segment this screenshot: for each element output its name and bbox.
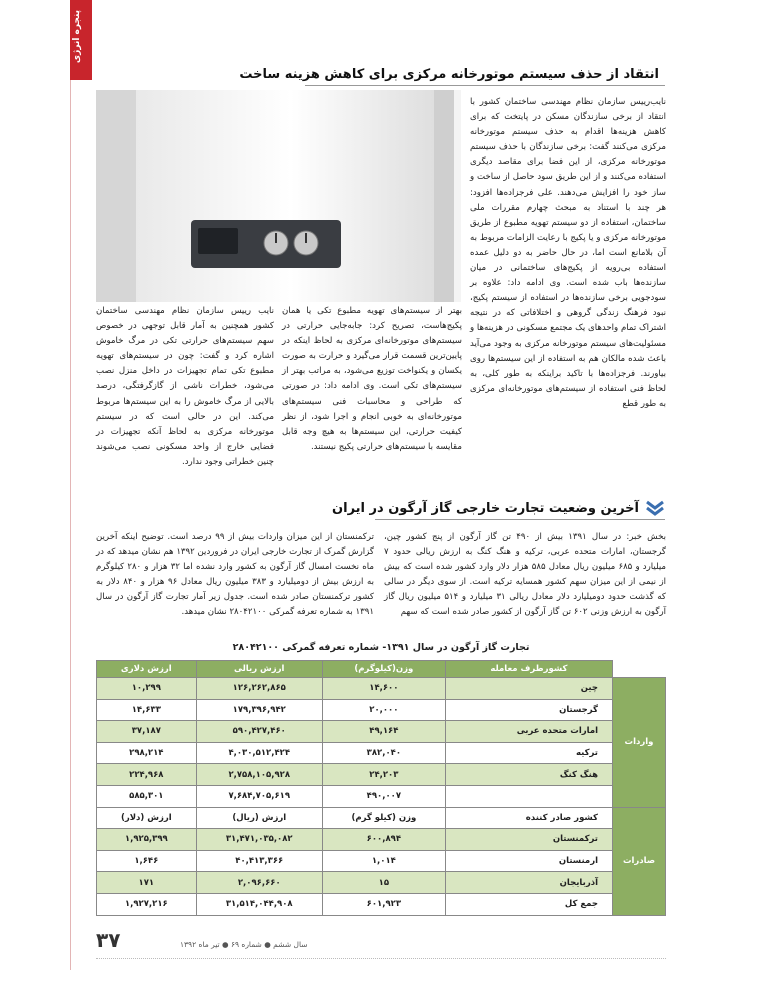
table-cell: ۵۹۰,۴۲۷,۴۶۰ <box>196 721 322 743</box>
table-cell: ۴۹۰,۰۰۷ <box>322 785 445 807</box>
table-row <box>97 829 666 851</box>
article2-heading <box>95 500 665 516</box>
table-cell: ۷,۶۸۴,۷۰۵,۶۱۹ <box>196 785 322 807</box>
table-cell: ترکیه <box>445 742 612 764</box>
table-row <box>97 893 666 915</box>
export-group-label: صادرات <box>613 807 666 915</box>
table-cell: ۱۷۱ <box>97 872 197 894</box>
table-cell: چین <box>445 678 612 700</box>
table-row <box>97 807 666 829</box>
article1-column-middle: بهتر از سیستم‌های تهویه مطبوع تکی یا همان پکیج‌هاست، تصریح کرد: جابه‌جایی حرارتی در سیستم‌های موتورخانه‌ای مرکزی به لحاظ اینکه در پایین‌ترین قسمت قرار می‌گیرد و حرارت به صورت یکسان و یکنواخت توزیع می‌شود، به مراتب بهتر از سیستم‌های تکی است. وی ادامه داد: در صورتی که طراحی و محاسبات فنی سیستم‌های موتورخانه‌ای به خوبی انجام و اجرا شود، از نظر کیفیت حرارتی، این سیستم‌ها به هیچ وجه قابل مقایسه با سیستم‌های حرارتی پکیج نیستند. <box>282 306 462 452</box>
table-cell: ۱,۶۴۶ <box>97 850 197 872</box>
table-cell: ۱۵ <box>322 872 445 894</box>
table-row <box>97 785 666 807</box>
table-cell: ارزش (ریال) <box>196 807 322 829</box>
heading-underline <box>305 85 665 86</box>
table-cell: ۱,۹۲۵,۳۹۹ <box>97 829 197 851</box>
table-cell: ۳۱,۵۱۴,۰۴۴,۹۰۸ <box>196 893 322 915</box>
article1-heading <box>239 66 665 82</box>
table-cell: ۱۷۹,۳۹۶,۹۴۲ <box>196 699 322 721</box>
table-cell: ۲۹۸,۲۱۴ <box>97 742 197 764</box>
table-cell: آذربایجان <box>445 872 612 894</box>
article2-title: آخرین وضعیت تجارت خارجی گاز آرگون در ایران <box>332 500 639 516</box>
import-group-label: واردات <box>613 678 666 808</box>
table-row <box>97 850 666 872</box>
table-cell: ۱۲۶,۲۶۲,۸۶۵ <box>196 678 322 700</box>
boiler-photo <box>96 90 461 302</box>
table-row <box>97 764 666 786</box>
footer-rule <box>96 958 666 959</box>
article2-column-left: ترکمنستان از این میزان واردات بیش از ۹۹ درصد است. توضیح اینکه آخرین گزارش گمرک از تجارت خارجی ایران در فروردین ۱۳۹۲ هم نشان میدهد که در ماه نخست امسال گاز آرگون به کشور وارد نشده اما ۳۲ هزار و ۲۸۰ کیلوگرم به ارزش بیش از دومیلیارد و ۳۸۳ میلیون ریال معادل ۹۶ هزار و ۸۴۰ دلار به کشور ترکمنستان صادر شده است. جدول زیر آمار تجارت گاز آرگون در سال ۱۳۹۱ به شماره تعرفه گمرکی ۲۸۰۴۲۱۰۰ نشان میدهد. <box>95 532 375 618</box>
table-cell: ارزش (دلار) <box>97 807 197 829</box>
header-cell: ارزش ریالی <box>196 661 322 678</box>
table-cell: ۲,۷۵۸,۱۰۵,۹۲۸ <box>196 764 322 786</box>
table-cell: ۴۰,۴۱۳,۳۶۶ <box>196 850 322 872</box>
table-cell: ۱,۹۲۷,۲۱۶ <box>97 893 197 915</box>
table-cell: گرجستان <box>445 699 612 721</box>
table-cell: جمع کل <box>445 893 612 915</box>
table-cell: ۳۱,۴۷۱,۰۳۵,۰۸۲ <box>196 829 322 851</box>
header-cell: وزن(کیلوگرم) <box>322 661 445 678</box>
table-cell: ۲۰,۰۰۰ <box>322 699 445 721</box>
table-cell: ۳۸۲,۰۴۰ <box>322 742 445 764</box>
table-cell: ۲۴,۲۰۳ <box>322 764 445 786</box>
heading-underline <box>375 519 665 520</box>
table-cell: ارمنستان <box>445 850 612 872</box>
table-cell: ترکمنستان <box>445 829 612 851</box>
table-cell: ۴,۰۳۰,۵۱۲,۴۲۴ <box>196 742 322 764</box>
article1-title: انتقاد از حذف سیستم موتورخانه مرکزی برای کاهش هزینه ساخت <box>239 66 659 82</box>
table-row <box>97 678 666 700</box>
table-row <box>97 721 666 743</box>
table-cell: ۴۹,۱۶۴ <box>322 721 445 743</box>
table-cell: ۱۰,۲۹۹ <box>97 678 197 700</box>
table-title: تجارت گاز آرگون در سال ۱۳۹۱- شماره تعرفه گمرکی ۲۸۰۴۲۱۰۰ <box>232 642 530 653</box>
table-cell: ۵۸۵,۳۰۱ <box>97 785 197 807</box>
table-row <box>97 742 666 764</box>
margin-rule <box>70 80 71 970</box>
chevron-down-icon <box>645 500 665 516</box>
table-header-row <box>97 661 666 678</box>
page-number: ۳۷ <box>96 928 121 952</box>
table-cell: وزن (کیلو گرم) <box>322 807 445 829</box>
boiler-illustration <box>96 90 461 302</box>
table-row <box>97 872 666 894</box>
table-cell: ۱۴,۶۳۳ <box>97 699 197 721</box>
table-cell: ۱,۰۱۴ <box>322 850 445 872</box>
table-cell <box>445 785 612 807</box>
table-cell: ۱۴,۶۰۰ <box>322 678 445 700</box>
table-row <box>97 699 666 721</box>
header-cell: ارزش دلاری <box>97 661 197 678</box>
argon-trade-table <box>96 660 666 916</box>
section-tab <box>70 0 92 80</box>
table-cell: کشور صادر کننده <box>445 807 612 829</box>
article2-column-right: بخش خبر: در سال ۱۳۹۱ بیش از ۴۹۰ تن گاز آرگون از پنج کشور چین، گرجستان، امارات متحده عربی، ترکیه و هنگ کنگ به ارزش ریالی حدود ۷ میلیارد و ۶۸۵ میلیون ریال معادل ۵۸۵ هزار دلار وارد کشور شده است که بیش از نیمی از این میزان سهم کشور همسایه ترکیه است. از سوی دیگر در سالی که گذشت حدود دومیلیارد دلار معادل ریالی ۳۱ میلیارد و ۵۱۴ میلیون ریال گاز آرگون به ارزش وزنی ۶۰۲ تن گاز آرگون از کشور صادر شده است که سهم <box>384 532 667 618</box>
section-tab-label: پنجره انرژی <box>72 10 82 64</box>
article1-column-left: نایب رییس سازمان نظام مهندسی ساختمان کشور همچنین به آمار قابل توجهی در خصوص سهم سیستم‌های حرارتی تکی در مرگ خاموش اشاره کرد و گفت: چون در سیستم‌های تهویه مطبوع تکی تمام تجهیزات در داخل منزل نصب می‌شود، خطرات ناشی از گازگرفتگی، درصد بالایی از مرگ خاموش را به این سیستم‌ها مربوط می‌کند. این در حالی است که در سیستم موتورخانه مرکزی به لحاظ آنکه تجهیزات در فضایی خارج از واحد مسکونی نصب می‌شوند چنین خطراتی وجود ندارد. <box>96 306 274 467</box>
table-cell: ۲۲۴,۹۶۸ <box>97 764 197 786</box>
header-cell: کشورطرف معامله <box>445 661 612 678</box>
table-cell: امارات متحده عربی <box>445 721 612 743</box>
table-cell: ۲,۰۹۶,۶۶۰ <box>196 872 322 894</box>
table-cell: ۶۰۰,۸۹۴ <box>322 829 445 851</box>
issue-info: سال ششم ● شماره ۶۹ ● تیر ماه ۱۳۹۲ <box>180 940 308 949</box>
table-cell: هنگ کنگ <box>445 764 612 786</box>
table-cell: ۶۰۱,۹۲۳ <box>322 893 445 915</box>
corner-cell <box>613 661 666 678</box>
article1-column-right: نایب‌رییس سازمان نظام مهندسی ساختمان کشور با انتقاد از برخی سازندگان مسکن در پایتخت که برای کاهش هزینه‌ها اقدام به حذف سیستم موتورخانه مرکزی می‌کنند گفت: برخی سازندگان با حذف سیستم موتورخانه مرکزی، از این فضا برای مقاصد دیگری استفاده می‌کنند و از این طریق سود حاصل از ساخت و ساز خود را افزایش می‌دهند. علی فرجزاده‌ها افزود: هر چند با استناد به مبحث چهارم مقررات ملی ساختمان، استفاده از دو سیستم تهویه مطبوع از طریق موتورخانه مرکزی و یا پکیج با رعایت الزامات مربوط به آن بلامانع است اما، در حال حاضر به دو دلیل عمده استفاده بی‌رویه از پکیج‌های ساختمانی در میان سازنده‌ها باب شده است. وی ادامه داد: علاوه بر سودجویی برخی سازنده‌ها در استفاده از سیستم پکیج، نبود فرهنگ زندگی گروهی و اختلافاتی که در نتیجه اشتراک تمام واحدهای یک مجتمع مسکونی در هزینه‌ها و مسئولیت‌های سیستم موتورخانه مرکزی به وجود می‌آید باعث شده مالکان هم به استفاده از این سیستم‌ها روی بیاورند. فرجزاده‌ها با تاکید براینکه به طور کلی، به لحاظ فنی استفاده از سیستم‌های موتورخانه‌ای مرکزی به طور قطع <box>470 97 666 409</box>
table-cell: ۳۷,۱۸۷ <box>97 721 197 743</box>
